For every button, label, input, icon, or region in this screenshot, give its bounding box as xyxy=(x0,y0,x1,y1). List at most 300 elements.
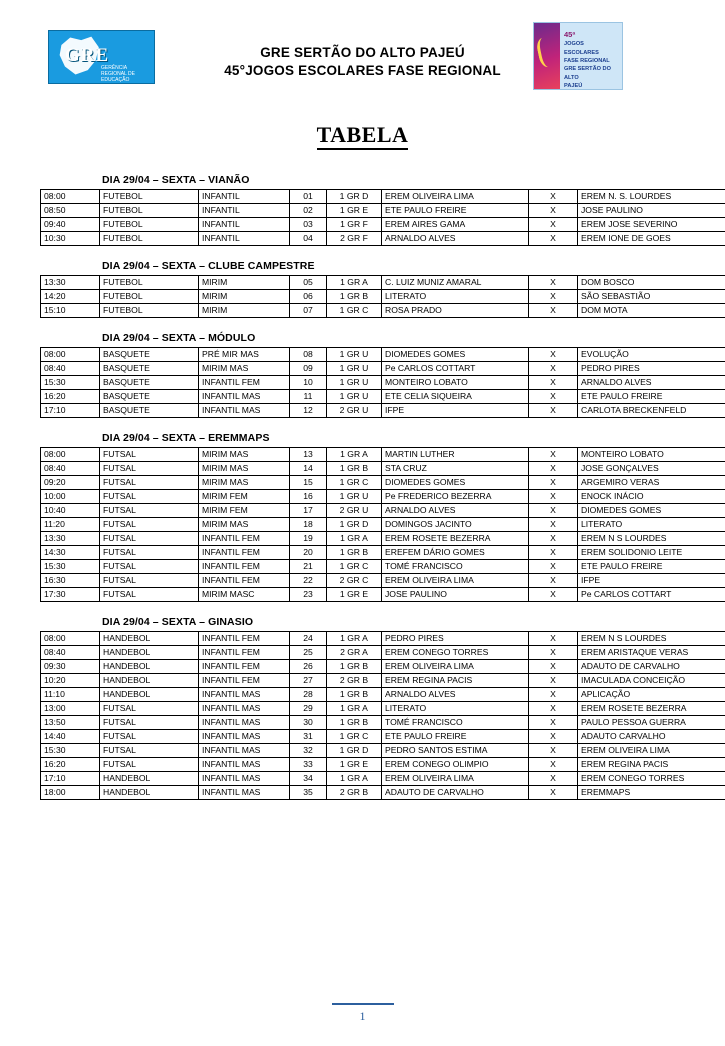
cell-team-b: ARGEMIRO VERAS xyxy=(578,476,725,490)
cell-team-a: PEDRO SANTOS ESTIMA xyxy=(382,744,529,758)
section-title: DIA 29/04 – SEXTA – EREMMAPS xyxy=(40,432,685,444)
cell-team-b: EREMMAPS xyxy=(578,786,725,800)
table-row xyxy=(41,290,725,304)
cell-time: 15:30 xyxy=(41,376,100,390)
table-row xyxy=(41,218,725,232)
cell-time: 13:50 xyxy=(41,716,100,730)
cell-sport: FUTSAL xyxy=(100,758,199,772)
cell-group: 1 GR B xyxy=(327,546,382,560)
cell-match-number: 33 xyxy=(290,758,327,772)
cell-match-number: 24 xyxy=(290,632,327,646)
cell-team-a: EREM OLIVEIRA LIMA xyxy=(382,660,529,674)
schedule-table xyxy=(40,275,725,318)
cell-match-number: 06 xyxy=(290,290,327,304)
cell-team-b: APLICAÇÃO xyxy=(578,688,725,702)
cell-sport: FUTEBOL xyxy=(100,290,199,304)
cell-team-a: EREM ROSETE BEZERRA xyxy=(382,532,529,546)
cell-sport: HANDEBOL xyxy=(100,660,199,674)
cell-match-number: 20 xyxy=(290,546,327,560)
cell-team-b: EREM OLIVEIRA LIMA xyxy=(578,744,725,758)
cell-sport: FUTSAL xyxy=(100,744,199,758)
cell-category: MIRIM FEM xyxy=(199,504,290,518)
cell-category: MIRIM MAS xyxy=(199,362,290,376)
table-row xyxy=(41,574,725,588)
event-logo-text xyxy=(560,23,622,89)
cell-versus: X xyxy=(529,758,578,772)
cell-team-b: LITERATO xyxy=(578,518,725,532)
cell-sport: FUTEBOL xyxy=(100,204,199,218)
cell-group: 2 GR U xyxy=(327,404,382,418)
cell-team-a: TOMÉ FRANCISCO xyxy=(382,560,529,574)
event-logo-line-3: FASE REGIONAL xyxy=(564,57,619,65)
cell-time: 16:20 xyxy=(41,390,100,404)
cell-team-b: EREM N S LOURDES xyxy=(578,632,725,646)
cell-sport: FUTSAL xyxy=(100,546,199,560)
cell-sport: FUTSAL xyxy=(100,518,199,532)
cell-versus: X xyxy=(529,232,578,246)
table-row xyxy=(41,730,725,744)
cell-group: 1 GR A xyxy=(327,276,382,290)
cell-group: 1 GR A xyxy=(327,702,382,716)
cell-category: INFANTIL xyxy=(199,232,290,246)
cell-team-a: EREM OLIVEIRA LIMA xyxy=(382,772,529,786)
cell-category: INFANTIL MAS xyxy=(199,730,290,744)
cell-match-number: 05 xyxy=(290,276,327,290)
cell-category: INFANTIL MAS xyxy=(199,390,290,404)
cell-category: MIRIM xyxy=(199,304,290,318)
section-title: DIA 29/04 – SEXTA – GINASIO xyxy=(40,616,685,628)
cell-match-number: 32 xyxy=(290,744,327,758)
cell-time: 18:00 xyxy=(41,786,100,800)
cell-team-b: EREM ARISTAQUE VERAS xyxy=(578,646,725,660)
cell-team-b: DIOMEDES GOMES xyxy=(578,504,725,518)
cell-team-a: ETE PAULO FREIRE xyxy=(382,204,529,218)
swoosh-icon xyxy=(535,35,560,68)
cell-category: INFANTIL xyxy=(199,218,290,232)
schedule-sections xyxy=(40,174,685,800)
cell-category: MIRIM FEM xyxy=(199,490,290,504)
cell-team-b: JOSE PAULINO xyxy=(578,204,725,218)
cell-team-a: JOSE PAULINO xyxy=(382,588,529,602)
cell-team-a: ETE CELIA SIQUEIRA xyxy=(382,390,529,404)
schedule-section xyxy=(40,174,685,246)
cell-group: 1 GR E xyxy=(327,588,382,602)
schedule-section xyxy=(40,332,685,418)
cell-time: 09:30 xyxy=(41,660,100,674)
table-row xyxy=(41,232,725,246)
cell-match-number: 25 xyxy=(290,646,327,660)
cell-team-a: DOMINGOS JACINTO xyxy=(382,518,529,532)
cell-time: 17:10 xyxy=(41,404,100,418)
cell-group: 1 GR C xyxy=(327,476,382,490)
table-row xyxy=(41,204,725,218)
cell-versus: X xyxy=(529,218,578,232)
cell-sport: BASQUETE xyxy=(100,348,199,362)
cell-match-number: 04 xyxy=(290,232,327,246)
cell-versus: X xyxy=(529,532,578,546)
cell-match-number: 22 xyxy=(290,574,327,588)
cell-team-a: EREM AIRES GAMA xyxy=(382,218,529,232)
cell-category: INFANTIL FEM xyxy=(199,376,290,390)
cell-category: INFANTIL FEM xyxy=(199,660,290,674)
schedule-section xyxy=(40,616,685,800)
cell-versus: X xyxy=(529,362,578,376)
cell-match-number: 17 xyxy=(290,504,327,518)
cell-sport: FUTEBOL xyxy=(100,218,199,232)
table-row xyxy=(41,304,725,318)
cell-category: INFANTIL MAS xyxy=(199,758,290,772)
table-row xyxy=(41,786,725,800)
cell-sport: FUTSAL xyxy=(100,560,199,574)
cell-sport: FUTSAL xyxy=(100,448,199,462)
event-logo-line-5: PAJEÚ xyxy=(564,82,619,90)
cell-team-a: EREM CONEGO OLIMPIO xyxy=(382,758,529,772)
cell-time: 10:20 xyxy=(41,674,100,688)
cell-versus: X xyxy=(529,504,578,518)
cell-match-number: 10 xyxy=(290,376,327,390)
cell-time: 08:40 xyxy=(41,462,100,476)
document-title-text: TABELA xyxy=(317,122,409,150)
cell-versus: X xyxy=(529,744,578,758)
table-row xyxy=(41,190,725,204)
cell-match-number: 13 xyxy=(290,448,327,462)
cell-versus: X xyxy=(529,390,578,404)
cell-group: 1 GR A xyxy=(327,448,382,462)
cell-team-b: EREM IONE DE GOES xyxy=(578,232,725,246)
cell-group: 1 GR B xyxy=(327,660,382,674)
cell-team-a: ARNALDO ALVES xyxy=(382,504,529,518)
cell-time: 08:00 xyxy=(41,632,100,646)
table-row xyxy=(41,476,725,490)
cell-group: 1 GR U xyxy=(327,362,382,376)
cell-match-number: 35 xyxy=(290,786,327,800)
table-row xyxy=(41,518,725,532)
cell-sport: HANDEBOL xyxy=(100,688,199,702)
cell-team-a: Pe CARLOS COTTART xyxy=(382,362,529,376)
cell-team-a: STA CRUZ xyxy=(382,462,529,476)
cell-versus: X xyxy=(529,716,578,730)
table-row xyxy=(41,744,725,758)
table-row xyxy=(41,462,725,476)
cell-category: MIRIM MAS xyxy=(199,476,290,490)
cell-group: 2 GR B xyxy=(327,674,382,688)
cell-versus: X xyxy=(529,674,578,688)
cell-versus: X xyxy=(529,588,578,602)
cell-team-a: ETE PAULO FREIRE xyxy=(382,730,529,744)
cell-category: INFANTIL MAS xyxy=(199,688,290,702)
cell-team-b: PEDRO PIRES xyxy=(578,362,725,376)
cell-versus: X xyxy=(529,660,578,674)
cell-time: 13:30 xyxy=(41,532,100,546)
cell-sport: FUTSAL xyxy=(100,532,199,546)
cell-sport: HANDEBOL xyxy=(100,772,199,786)
cell-team-b: EREM ROSETE BEZERRA xyxy=(578,702,725,716)
event-logo-line-4: GRE SERTÃO DO ALTO xyxy=(564,65,619,82)
cell-team-a: TOMÉ FRANCISCO xyxy=(382,716,529,730)
cell-versus: X xyxy=(529,574,578,588)
cell-sport: FUTSAL xyxy=(100,588,199,602)
cell-match-number: 14 xyxy=(290,462,327,476)
cell-versus: X xyxy=(529,560,578,574)
cell-group: 2 GR A xyxy=(327,646,382,660)
cell-team-b: IFPE xyxy=(578,574,725,588)
table-row xyxy=(41,560,725,574)
cell-sport: FUTEBOL xyxy=(100,276,199,290)
cell-time: 17:30 xyxy=(41,588,100,602)
event-logo xyxy=(533,22,623,90)
cell-versus: X xyxy=(529,276,578,290)
cell-category: INFANTIL FEM xyxy=(199,532,290,546)
cell-time: 13:30 xyxy=(41,276,100,290)
cell-versus: X xyxy=(529,730,578,744)
cell-sport: BASQUETE xyxy=(100,390,199,404)
cell-team-a: EREFEM DÁRIO GOMES xyxy=(382,546,529,560)
cell-team-b: ADAUTO DE CARVALHO xyxy=(578,660,725,674)
cell-sport: BASQUETE xyxy=(100,362,199,376)
cell-group: 1 GR F xyxy=(327,218,382,232)
table-row xyxy=(41,546,725,560)
cell-team-b: ARNALDO ALVES xyxy=(578,376,725,390)
cell-time: 08:50 xyxy=(41,204,100,218)
cell-match-number: 23 xyxy=(290,588,327,602)
cell-category: INFANTIL MAS xyxy=(199,404,290,418)
cell-sport: FUTEBOL xyxy=(100,232,199,246)
cell-category: MIRIM MAS xyxy=(199,518,290,532)
cell-time: 08:00 xyxy=(41,348,100,362)
cell-team-a: MONTEIRO LOBATO xyxy=(382,376,529,390)
cell-match-number: 27 xyxy=(290,674,327,688)
cell-time: 10:30 xyxy=(41,232,100,246)
cell-match-number: 03 xyxy=(290,218,327,232)
cell-team-b: ETE PAULO FREIRE xyxy=(578,560,725,574)
cell-time: 14:30 xyxy=(41,546,100,560)
cell-time: 15:10 xyxy=(41,304,100,318)
section-title: DIA 29/04 – SEXTA – MÓDULO xyxy=(40,332,685,344)
table-row xyxy=(41,390,725,404)
cell-category: INFANTIL MAS xyxy=(199,702,290,716)
cell-group: 1 GR C xyxy=(327,560,382,574)
cell-team-b: ADAUTO CARVALHO xyxy=(578,730,725,744)
cell-category: MIRIM xyxy=(199,290,290,304)
gre-logo-text: GRE xyxy=(65,45,109,67)
table-row xyxy=(41,702,725,716)
document-page xyxy=(0,22,725,1046)
cell-team-a: EREM CONEGO TORRES xyxy=(382,646,529,660)
page-footer xyxy=(0,1003,725,1024)
cell-team-b: PAULO PESSOA GUERRA xyxy=(578,716,725,730)
cell-time: 09:20 xyxy=(41,476,100,490)
cell-sport: HANDEBOL xyxy=(100,674,199,688)
cell-versus: X xyxy=(529,646,578,660)
cell-versus: X xyxy=(529,772,578,786)
cell-time: 10:40 xyxy=(41,504,100,518)
cell-versus: X xyxy=(529,404,578,418)
cell-time: 11:10 xyxy=(41,688,100,702)
cell-team-a: MARTIN LUTHER xyxy=(382,448,529,462)
cell-time: 08:40 xyxy=(41,362,100,376)
cell-time: 15:30 xyxy=(41,560,100,574)
cell-team-b: IMACULADA CONCEIÇÃO xyxy=(578,674,725,688)
cell-category: INFANTIL FEM xyxy=(199,646,290,660)
cell-versus: X xyxy=(529,462,578,476)
cell-sport: BASQUETE xyxy=(100,376,199,390)
cell-versus: X xyxy=(529,304,578,318)
cell-sport: FUTEBOL xyxy=(100,190,199,204)
cell-match-number: 12 xyxy=(290,404,327,418)
cell-time: 08:40 xyxy=(41,646,100,660)
cell-time: 08:00 xyxy=(41,448,100,462)
cell-versus: X xyxy=(529,476,578,490)
cell-match-number: 02 xyxy=(290,204,327,218)
cell-group: 1 GR B xyxy=(327,290,382,304)
footer-divider xyxy=(332,1003,394,1005)
cell-group: 1 GR E xyxy=(327,758,382,772)
cell-time: 16:30 xyxy=(41,574,100,588)
cell-category: MIRIM MASC xyxy=(199,588,290,602)
table-row xyxy=(41,716,725,730)
cell-match-number: 16 xyxy=(290,490,327,504)
cell-match-number: 11 xyxy=(290,390,327,404)
cell-category: MIRIM MAS xyxy=(199,448,290,462)
cell-match-number: 15 xyxy=(290,476,327,490)
cell-time: 16:20 xyxy=(41,758,100,772)
cell-sport: HANDEBOL xyxy=(100,646,199,660)
cell-versus: X xyxy=(529,688,578,702)
cell-team-a: LITERATO xyxy=(382,290,529,304)
cell-sport: BASQUETE xyxy=(100,404,199,418)
schedule-table xyxy=(40,447,725,602)
table-row xyxy=(41,646,725,660)
cell-group: 1 GR U xyxy=(327,390,382,404)
cell-group: 1 GR C xyxy=(327,730,382,744)
cell-versus: X xyxy=(529,376,578,390)
cell-sport: FUTSAL xyxy=(100,702,199,716)
table-row xyxy=(41,276,725,290)
document-title xyxy=(40,122,685,148)
cell-category: MIRIM MAS xyxy=(199,462,290,476)
cell-group: 1 GR B xyxy=(327,462,382,476)
cell-group: 2 GR U xyxy=(327,504,382,518)
cell-team-a: Pe FREDERICO BEZERRA xyxy=(382,490,529,504)
cell-sport: FUTSAL xyxy=(100,504,199,518)
table-row xyxy=(41,348,725,362)
cell-team-b: EVOLUÇÃO xyxy=(578,348,725,362)
table-row xyxy=(41,772,725,786)
cell-sport: FUTSAL xyxy=(100,730,199,744)
cell-time: 11:20 xyxy=(41,518,100,532)
cell-team-a: EREM OLIVEIRA LIMA xyxy=(382,574,529,588)
cell-match-number: 21 xyxy=(290,560,327,574)
table-row xyxy=(41,674,725,688)
cell-time: 10:00 xyxy=(41,490,100,504)
cell-sport: HANDEBOL xyxy=(100,786,199,800)
cell-team-b: JOSE GONÇALVES xyxy=(578,462,725,476)
cell-team-b: EREM JOSE SEVERINO xyxy=(578,218,725,232)
cell-versus: X xyxy=(529,348,578,362)
cell-sport: FUTSAL xyxy=(100,462,199,476)
table-row xyxy=(41,404,725,418)
cell-team-b: Pe CARLOS COTTART xyxy=(578,588,725,602)
schedule-table xyxy=(40,347,725,418)
cell-group: 2 GR C xyxy=(327,574,382,588)
table-row xyxy=(41,362,725,376)
cell-versus: X xyxy=(529,204,578,218)
cell-team-a: EREM REGINA PACIS xyxy=(382,674,529,688)
cell-versus: X xyxy=(529,490,578,504)
cell-group: 2 GR B xyxy=(327,786,382,800)
cell-category: PRÉ MIR MAS xyxy=(199,348,290,362)
table-row xyxy=(41,632,725,646)
cell-group: 1 GR A xyxy=(327,772,382,786)
cell-versus: X xyxy=(529,546,578,560)
cell-team-b: CARLOTA BRECKENFELD xyxy=(578,404,725,418)
cell-time: 15:30 xyxy=(41,744,100,758)
cell-category: INFANTIL xyxy=(199,190,290,204)
table-row xyxy=(41,448,725,462)
cell-team-a: EREM OLIVEIRA LIMA xyxy=(382,190,529,204)
cell-group: 1 GR B xyxy=(327,688,382,702)
document-header xyxy=(40,22,685,104)
cell-time: 14:40 xyxy=(41,730,100,744)
cell-time: 17:10 xyxy=(41,772,100,786)
cell-group: 1 GR D xyxy=(327,518,382,532)
cell-versus: X xyxy=(529,290,578,304)
cell-group: 1 GR E xyxy=(327,204,382,218)
cell-match-number: 08 xyxy=(290,348,327,362)
cell-versus: X xyxy=(529,448,578,462)
cell-group: 1 GR U xyxy=(327,376,382,390)
cell-match-number: 34 xyxy=(290,772,327,786)
cell-team-a: IFPE xyxy=(382,404,529,418)
cell-group: 1 GR U xyxy=(327,348,382,362)
cell-team-a: LITERATO xyxy=(382,702,529,716)
cell-category: INFANTIL FEM xyxy=(199,560,290,574)
cell-group: 1 GR B xyxy=(327,716,382,730)
cell-match-number: 28 xyxy=(290,688,327,702)
cell-group: 1 GR A xyxy=(327,532,382,546)
cell-match-number: 19 xyxy=(290,532,327,546)
cell-category: INFANTIL FEM xyxy=(199,632,290,646)
cell-group: 1 GR D xyxy=(327,744,382,758)
cell-group: 1 GR C xyxy=(327,304,382,318)
cell-sport: FUTSAL xyxy=(100,716,199,730)
section-title: DIA 29/04 – SEXTA – CLUBE CAMPESTRE xyxy=(40,260,685,272)
cell-sport: HANDEBOL xyxy=(100,632,199,646)
title-line-2: 45°JOGOS ESCOLARES FASE REGIONAL xyxy=(40,62,685,80)
cell-match-number: 01 xyxy=(290,190,327,204)
cell-team-a: C. LUIZ MUNIZ AMARAL xyxy=(382,276,529,290)
cell-team-a: DIOMEDES GOMES xyxy=(382,476,529,490)
cell-team-b: EREM N. S. LOURDES xyxy=(578,190,725,204)
cell-category: INFANTIL FEM xyxy=(199,574,290,588)
table-row xyxy=(41,758,725,772)
section-title: DIA 29/04 – SEXTA – VIANÃO xyxy=(40,174,685,186)
cell-versus: X xyxy=(529,632,578,646)
cell-group: 1 GR D xyxy=(327,190,382,204)
cell-category: INFANTIL FEM xyxy=(199,546,290,560)
cell-sport: FUTSAL xyxy=(100,490,199,504)
table-row xyxy=(41,532,725,546)
cell-match-number: 09 xyxy=(290,362,327,376)
cell-sport: FUTSAL xyxy=(100,574,199,588)
cell-team-b: MONTEIRO LOBATO xyxy=(578,448,725,462)
cell-group: 1 GR A xyxy=(327,632,382,646)
table-row xyxy=(41,688,725,702)
cell-sport: FUTEBOL xyxy=(100,304,199,318)
cell-category: INFANTIL MAS xyxy=(199,786,290,800)
page-number: 1 xyxy=(0,1009,725,1024)
cell-time: 13:00 xyxy=(41,702,100,716)
